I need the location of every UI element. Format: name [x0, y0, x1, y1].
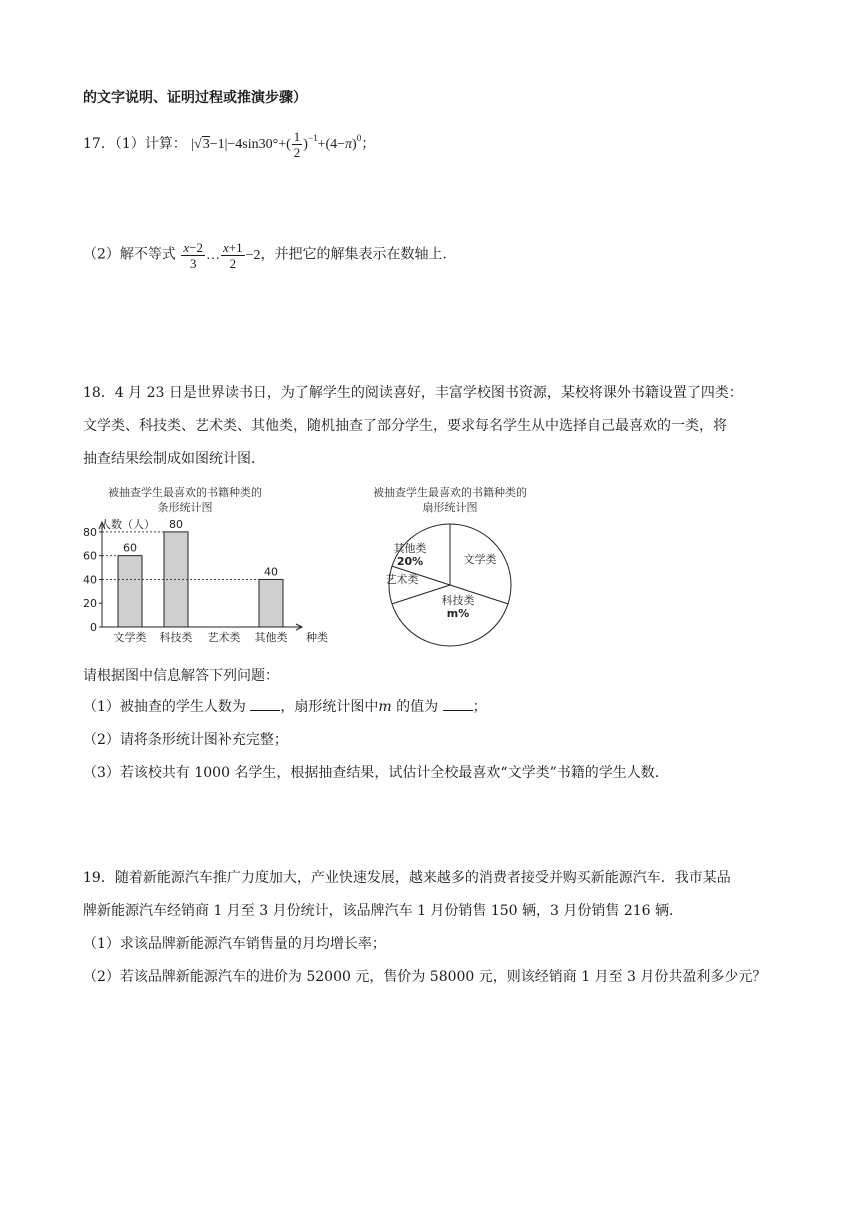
q17-part2-suffix: ，并把它的解集表示在数轴上．: [260, 246, 457, 263]
q18-sub1-e: ；: [472, 699, 487, 715]
q17-number: 17．: [83, 136, 115, 152]
q19-line1: 19．随着新能源汽车推广力度加大，产业快速发展，越来越多的消费者接受并购买新能源汽车．我市某品: [83, 870, 731, 886]
y-tick-label: 20: [83, 597, 97, 611]
section-instructions: 的文字说明、证明过程或推演步骤）: [83, 90, 307, 106]
y-tick-label: 60: [83, 549, 97, 563]
y-tick-label: 80: [83, 525, 97, 539]
bar-chart-subtitle: 条形统计图: [157, 501, 213, 514]
q18-sub1-a: （1）被抽查的学生人数为: [83, 699, 246, 715]
bar-其他类: [259, 579, 283, 627]
pie-slice-percent: m%: [446, 607, 470, 620]
q17-part1-prefix: （1）计算：: [114, 136, 187, 152]
pie-chart-figure: [340, 482, 560, 652]
pie-chart-subtitle: 扇形统计图: [422, 501, 478, 514]
q17-part1-suffix: ；: [361, 136, 376, 152]
bar-value-label: 80: [169, 517, 183, 531]
q19-sub2: （2）若该品牌新能源汽车的进价为 52000 元，售价为 58000 元，则该经销商 1 月至 3 月份共盈利多少元？: [83, 969, 767, 985]
q18-sub1-d: 的值为: [396, 699, 439, 715]
bar-chart-figure: [80, 482, 350, 652]
x-tick-label: 文学类: [113, 631, 147, 644]
answer-blank-2[interactable]: [443, 698, 473, 711]
q18-line2: 文学类、科技类、艺术类、其他类，随机抽查了部分学生，要求每名学生从中选择自己最喜欢的一类，将: [83, 418, 727, 434]
pie-slice-percent: 20%: [396, 555, 424, 568]
x-tick-label: 科技类: [159, 631, 193, 644]
q17-expression: |√3−1|−4sin30°+( $\frac{1}{2}$ )$^{-1}+(4-\pi)^0$: [191, 129, 362, 161]
pie-slice-label: 艺术类: [385, 573, 419, 586]
q18-line3: 抽查结果绘制成如图统计图．: [83, 451, 265, 467]
bar-chart: [80, 482, 350, 652]
q17-part2-prefix: （2）解不等式: [83, 246, 176, 263]
bar-value-label: 40: [264, 565, 278, 579]
y-tick-label: 40: [83, 573, 97, 587]
y-axis-label: 人数（人）: [100, 518, 155, 531]
q17-part1: [83, 128, 375, 160]
q19-sub1: （1）求该品牌新能源汽车销售量的月均增长率；: [83, 936, 386, 952]
q17-inequality: $\frac{x-2}{3}$ … $\frac{x+1}{2}$ −2: [183, 240, 261, 271]
q18-sub1-b: ，扇形统计图中: [280, 699, 379, 715]
y-tick-label: 0: [90, 621, 97, 634]
x-axis-label: 种类: [306, 631, 328, 644]
x-tick-label: 其他类: [254, 631, 288, 644]
pie-slice-label: 科技类: [441, 594, 475, 607]
pie-chart: [340, 482, 560, 652]
pie-chart-title: 被抽查学生最喜欢的书籍种类的: [373, 486, 527, 499]
q18-prompt: 请根据图中信息解答下列问题：: [83, 668, 279, 684]
bar-文学类: [118, 556, 142, 627]
q18-sub3: （3）若该校共有 1000 名学生，根据抽查结果，试估计全校最喜欢“文学类”书籍的学生人数．: [83, 765, 669, 781]
q18-line1: 18．4 月 23 日是世界读书日，为了解学生的阅读喜好，丰富学校图书资源，某校将课外书籍设置了四类：: [83, 385, 743, 401]
bar-chart-title: 被抽查学生最喜欢的书籍种类的: [108, 486, 262, 499]
q18-sub1: [83, 697, 487, 717]
answer-blank-1[interactable]: [250, 698, 280, 711]
q17-part2: [83, 240, 457, 271]
pie-slice-label: 其他类: [393, 542, 427, 555]
q18-sub1-var: m: [378, 699, 392, 715]
bar-value-label: 60: [123, 541, 137, 555]
pie-slice-label: 文学类: [463, 553, 497, 566]
q18-sub2: （2）请将条形统计图补充完整；: [83, 732, 288, 748]
x-tick-label: 艺术类: [207, 631, 241, 644]
q19-line2: 牌新能源汽车经销商 1 月至 3 月份统计，该品牌汽车 1 月份销售 150 辆，3 月份销售 216 辆．: [83, 903, 684, 919]
